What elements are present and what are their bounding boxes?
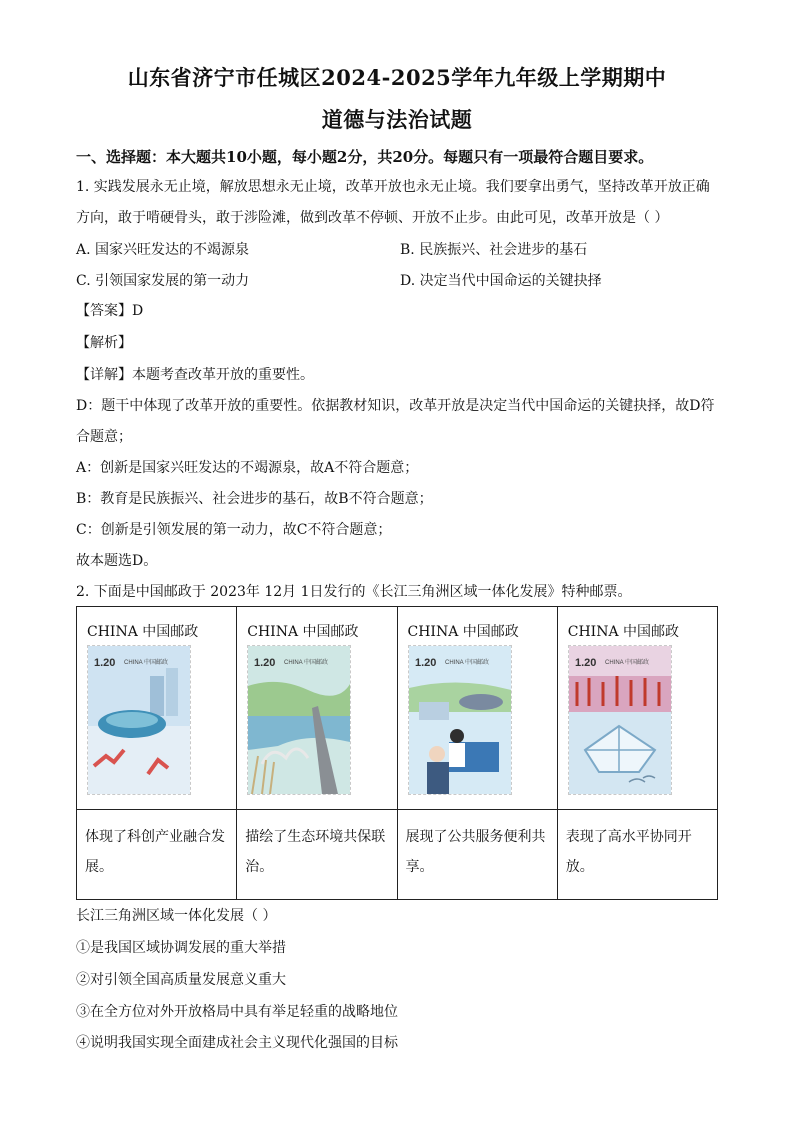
stamp-image-tech-industry [87, 645, 191, 795]
document-title: 山东省济宁市任城区2024-2025学年九年级上学期期中 [127, 65, 667, 90]
stamp-desc-line: 展现了公共服务便利共 [405, 829, 546, 845]
q2-item-1: ①是我国区域协调发展的重大举措 [76, 940, 286, 956]
stamp-cell-header: CHINA 中国邮政 [567, 624, 680, 640]
stamp-image-public-service [408, 645, 512, 795]
stamp-price: 1.20 [414, 657, 436, 669]
q1-answer-line [76, 301, 726, 321]
stamp-desc-2 [237, 810, 397, 900]
stamp-desc-line: 表现了高水平协同开 [565, 829, 692, 845]
stamp-desc-line: 放。 [565, 859, 594, 875]
q1-explain-b: B：教育是民族振兴、社会进步的基石，故B不符合题意； [76, 491, 433, 507]
stamp-desc-1 [77, 810, 237, 900]
q2-stem: 2. 下面是中国邮政于 2023年 12月 1日发行的《长江三角洲区域一体化发展》特种邮票。 [76, 584, 632, 600]
stamp-desc-3 [397, 810, 557, 900]
q1-explain-a: A：创新是国家兴旺发达的不竭源泉，故A不符合题意； [76, 460, 419, 476]
q1-option-d: D. 决定当代中国命运的关键抉择 [400, 273, 602, 289]
stamp-price: 1.20 [574, 657, 597, 669]
answer-tag: 【答案】 [76, 303, 132, 319]
q1-stem-line1: 1. 实践发展永无止境，解放思想永无止境，改革开放也永无止境。我们要拿出勇气，坚持改革开放正确 [76, 179, 710, 195]
q1-analysis-tag: 【解析】 [76, 335, 132, 351]
stamp-cell-4 [557, 607, 717, 810]
stamp-cell-3 [397, 607, 557, 810]
detail-text: 本题考查改革开放的重要性。 [132, 367, 314, 383]
q2-question: 长江三角洲区域一体化发展（ ） [76, 908, 277, 924]
q2-item-4: ④说明我国实现全面建成社会主义现代化强国的目标 [76, 1035, 398, 1051]
q1-option-c: C. 引领国家发展的第一动力 [76, 273, 250, 289]
stamp-desc-4 [557, 810, 717, 900]
section-heading: 一、选择题：本大题共10小题，每小题2分，共20分。每题只有一项最符合题目要求。 [76, 148, 654, 166]
stamp-cell-header: CHINA 中国邮政 [407, 624, 519, 640]
q1-option-a: A. 国家兴旺发达的不竭源泉 [76, 242, 250, 258]
q1-explain-d-line2: 合题意； [76, 429, 132, 445]
stamp-price: 1.20 [94, 657, 116, 669]
q1-explain-c: C：创新是引领发展的第一动力，故C不符合题意； [76, 522, 392, 538]
q1-explain-d-line1: D：题干中体现了改革开放的重要性。依据教材知识，改革开放是决定当代中国命运的关键抉择，故D符 [76, 398, 715, 414]
stamp-brand: CHINA 中国邮政 [124, 660, 169, 666]
detail-tag: 【详解】 [76, 367, 132, 383]
answer-value: D [132, 303, 144, 319]
stamp-image-opening-up [568, 645, 672, 795]
stamp-desc-line: 治。 [245, 859, 274, 875]
stamp-desc-line: 享。 [405, 859, 434, 875]
stamp-brand: CHINA 中国邮政 [444, 660, 489, 666]
q1-stem-line2: 方向，敢于啃硬骨头，敢于涉险滩，做到改革不停顿、开放不止步。由此可见，改革开放是（ ） [76, 210, 669, 226]
q2-item-3: ③在全方位对外开放格局中具有举足轻重的战略地位 [76, 1004, 398, 1020]
q2-item-2: ②对引领全国高质量发展意义重大 [76, 972, 286, 988]
q1-detail-line [76, 365, 726, 385]
stamp-desc-line: 体现了科创产业融合发 [85, 829, 225, 845]
stamp-cell-2 [237, 607, 397, 810]
q1-conclusion: 故本题选D。 [76, 553, 158, 569]
stamp-image-ecology [247, 645, 351, 795]
stamp-price: 1.20 [254, 657, 276, 669]
stamp-cell-header: CHINA 中国邮政 [247, 624, 359, 640]
stamp-brand: CHINA 中国邮政 [284, 660, 329, 666]
q1-option-b: B. 民族振兴、社会进步的基石 [400, 242, 588, 258]
stamp-desc-line: 描绘了生态环境共保联 [245, 829, 386, 845]
stamp-cell-1 [77, 607, 237, 810]
stamp-cell-header: CHINA 中国邮政 [87, 624, 199, 640]
stamp-table [76, 606, 718, 900]
stamp-desc-line: 展。 [85, 859, 113, 875]
document-subtitle: 道德与法治试题 [321, 107, 473, 132]
stamp-brand: CHINA 中国邮政 [604, 660, 649, 666]
